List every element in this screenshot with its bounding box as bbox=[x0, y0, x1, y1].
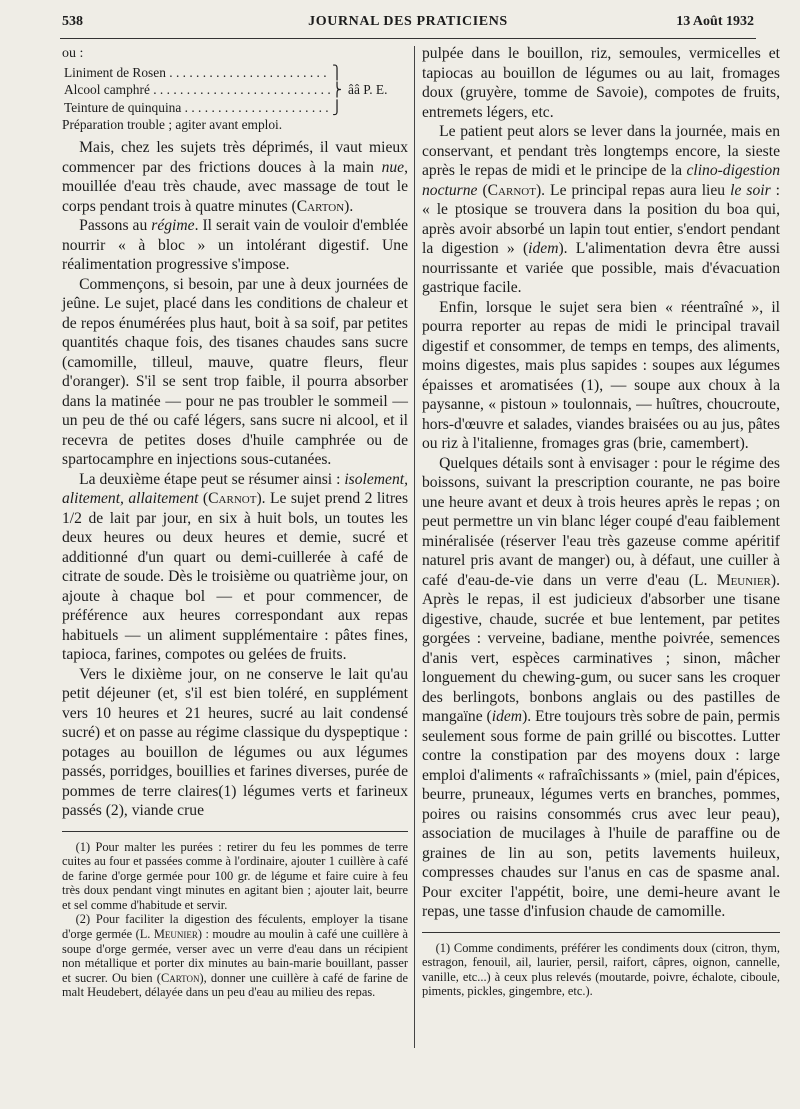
brace-glyph: ⎭ bbox=[331, 99, 343, 115]
ingredient-name: Teinture de quinquina . . . bbox=[64, 99, 330, 117]
emphasis: régime bbox=[151, 217, 195, 234]
author-name: Carnot bbox=[487, 181, 536, 199]
footnote: (1) Pour malter les purées : retirer du feu les pommes de terre cuites au four et passées comme à l'ordinaire, ajouter 1 cuillère à café de farine d'orge germée pour 100 gr. de légume et faire cuire à feu très doux pendant vingt minutes en agitant bien ; ajouter lait, beurre et sel comme d'habitude et servir. bbox=[62, 839, 408, 912]
paragraph: Commençons, si besoin, par une à deux journées de jeûne. Le sujet, placé dans les conditions de chaleur et de repos énumérées plus haut, boit à sa soif, par petites quantités chaque fois, des tisanes chaudes sans sucre (camomille, tilleul, mauve, quatre fleurs, fleur d'oranger). S'il se sent trop faible, il pourra absorber dans la matinée — pour ne pas troubler le sommeil — un peu de thé ou café légers, sans sucre ni alcool, et il recevra de petites doses d'huile camphrée ou de spartocamphre en injections sous-cutanées. bbox=[62, 275, 408, 468]
text-run: ). Le principal repas aura lieu bbox=[535, 181, 731, 199]
brace-glyph: ⎬ bbox=[331, 82, 343, 97]
text-run: : « le ptosique se trouvera dans la position du boa qui, après avoir absorbé un lapin tout entier, s'endort pendant la digestion » ( bbox=[422, 181, 781, 257]
author-name: Carton bbox=[160, 970, 200, 985]
text-run: ( bbox=[477, 181, 488, 199]
emphasis: clino-digestion nocturne bbox=[422, 162, 780, 199]
paragraph bbox=[62, 138, 408, 216]
emphasis: idem bbox=[491, 708, 523, 725]
column-divider bbox=[414, 46, 415, 1048]
text-run: ), donner une cuillère à café de farine de malt Heudebert, délayée dans un peu d'eau au milieu des repas. bbox=[62, 970, 408, 1000]
ingredient-name: Alcool camphré . . . bbox=[64, 81, 330, 99]
paragraph bbox=[422, 454, 780, 922]
text-run: ( bbox=[198, 490, 209, 507]
text-run: ). bbox=[344, 197, 354, 215]
prescription-block bbox=[64, 64, 408, 117]
text-run: Quelques détails sont à envisager : pour le régime des boissons, suivant la prescription courante, ne pas boire une heure avant et deux à trois heures après le repas ; on peut permettre un vin blanc léger coupé d'eau faiblement minéralisée (réserver l'eau très gazeuse comme apéritif naturel pris avant de manger) ou, à défaut, une cuiller à café d'eau-de-vie dans un verre d'eau (L. bbox=[422, 454, 780, 589]
journal-title: JOURNAL DES PRATICIENS bbox=[308, 14, 508, 29]
paragraph: Enfin, lorsque le sujet sera bien « réentraîné », il pourra reporter au repas de midi le principal travail digestif et consommer, de temps en temps, des aliments, moins digestes, mais plus sapides : soupes aux légumes épaisses et aromatisées (1), — soupe aux choux à la paysanne, « pistoun » toulonnais, — huîtres, choucroute, hors-d'œuvre et salades, viandes braisées ou au jus, pâtes ou riz à l'italienne, fromages gras (brie, camembert). bbox=[422, 298, 780, 452]
text-run: La deuxième étape peut se résumer ainsi : bbox=[79, 470, 345, 488]
text-run: (2) Pour faciliter la digestion des féculents, employer la tisane d'orge germée (L. bbox=[62, 912, 408, 942]
author-name: Meunier bbox=[153, 927, 198, 942]
footnote bbox=[62, 912, 408, 1000]
footnote-rule bbox=[422, 932, 780, 933]
prescription-line bbox=[64, 64, 408, 82]
issue-date: 13 Août 1932 bbox=[676, 14, 754, 29]
text-run: ) : moudre au moulin à café une cuillère à soupe d'orge germée, verser avec un verre d'eau dans un récipient non métallique et porter dix minutes au bain-marie bouillant, passer et sucrer. Ou bien ( bbox=[62, 927, 409, 985]
brace-glyph: ⎫ bbox=[331, 64, 343, 80]
footnote: (1) Comme condiments, préférer les condiments doux (citron, thym, estragon, fenouil, ail, laurier, persil, raifort, câpres, oignon, cannelle, vanille, etc...) à ceux plus relevés (moutarde, poivre, échalote, ciboule, piments, pickles, gingembre, etc.). bbox=[422, 940, 780, 999]
emphasis: idem bbox=[528, 240, 559, 257]
text-run: ). Après le repas, il est judicieux d'absorber une tisane digestive, chaude, sucrée et bue lentement, par petites gorgées : verveine, badiane, menthe poivrée, semences d'anis vert, espèces carminatives ; sinon, mâcher longuement du chewing-gum, ou sucer sans les croquer des berlingots, bonbons anglais ou des pastilles de mangaïne ( bbox=[422, 571, 780, 725]
footnote-rule bbox=[62, 831, 408, 832]
emphasis: isolement, alitement, allaitement bbox=[62, 470, 408, 507]
text-run: Le patient peut alors se lever dans la journée, mais en conservant, et pendant très longtemps encore, la sieste après le repas de midi et le principe de la bbox=[422, 123, 780, 179]
left-column bbox=[62, 44, 408, 1000]
text-run: . Il serait vain de vouloir d'emblée nourrir « à bloc » un intolérant digestif. Une réalimentation progressive s'impose. bbox=[62, 217, 408, 273]
text-run: ). Le sujet prend 2 litres 1/2 de lait par jour, en six à huit bols, un toutes les deux heures ou deux heures et demie, sucré et additionné d'un quart ou demi-cuillerée à café de citrate de soude. Dès le troisième ou quatrième jour, on ajoute à chaque bol — et pour commencer, de préférence aux heures correspondant aux repas habituels — un aliment supplémentaire : pâtes fines, tapioca, farines, compotes ou gelées de fruits. bbox=[62, 490, 409, 663]
text-run: Passons au bbox=[79, 217, 152, 234]
author-name: Meunier bbox=[716, 571, 771, 589]
text-run: , mouillée d'eau très chaude, avec massage de tout le corps pendant trois à quatre minutes ( bbox=[62, 158, 408, 215]
paragraph: pulpée dans le bouillon, riz, semoules, vermicelles et tapiocas au bouillon de légumes ou au lait, fromages doux (gruyère, tomme de Savoie), compotes de fruits, entremets légers, etc. bbox=[422, 45, 780, 121]
dose-equal-parts: ââ P. E. bbox=[348, 82, 388, 97]
emphasis: le soir bbox=[730, 181, 771, 199]
page-header bbox=[62, 14, 754, 36]
text-run: ). Etre toujours très sobre de pain, permis seulement sous forme de pain grillé ou biscottes. Lutter contre la constipation par des moyens doux : large emploi d'aliments « rafraîchissants » (miel, pain d'épices, beurre, pruneaux, légumes verts en branches, pommes, poires ou raisins consommés crus avec leur peau), association de mucilages à l'huile de paraffine ou de graines de lin au son, petits lavements huileux, compresses chaudes sur l'anus en cas de spasme anal. Pour exciter l'appétit, boire, une demi-heure avant le repas, une tasse d'infusion chaude de camomille. bbox=[422, 708, 780, 920]
header-rule bbox=[60, 38, 756, 39]
text-run: ). L'alimentation devra être aussi nourrissante et variée que possible, mais d'évacuation gastrique facile. bbox=[422, 240, 780, 296]
author-name: Carton bbox=[296, 197, 345, 215]
paragraph: Vers le dixième jour, on ne conserve le lait qu'au petit déjeuner (et, s'il est bien toléré, en supplément vers 10 heures et 21 heures, sucré au lait condensé sucré) et on passe au régime classique du dyspeptique : potages au bouillon de légumes ou aux légumes passés, porridges, bouillies et farines diverses, purée de pommes de terre claires(1) légumes verts et farineux passés (2), viande crue bbox=[62, 665, 408, 819]
alternative-label: ou : bbox=[62, 46, 84, 61]
page-number: 538 bbox=[62, 14, 83, 29]
prescription-line bbox=[64, 81, 408, 99]
paragraph bbox=[62, 216, 408, 275]
right-column bbox=[422, 44, 780, 999]
author-name: Carnot bbox=[208, 490, 257, 507]
emphasis: nue bbox=[381, 158, 405, 176]
prescription-line bbox=[64, 99, 408, 117]
text-run: Mais, chez les sujets très déprimés, il vaut mieux commencer par des frictions douces à la main bbox=[62, 139, 408, 176]
paragraph bbox=[422, 122, 780, 298]
ingredient-name: Liniment de Rosen . . . bbox=[64, 64, 330, 82]
paragraph bbox=[62, 470, 408, 665]
preparation-note: Préparation trouble ; agiter avant emploi. bbox=[62, 117, 283, 132]
